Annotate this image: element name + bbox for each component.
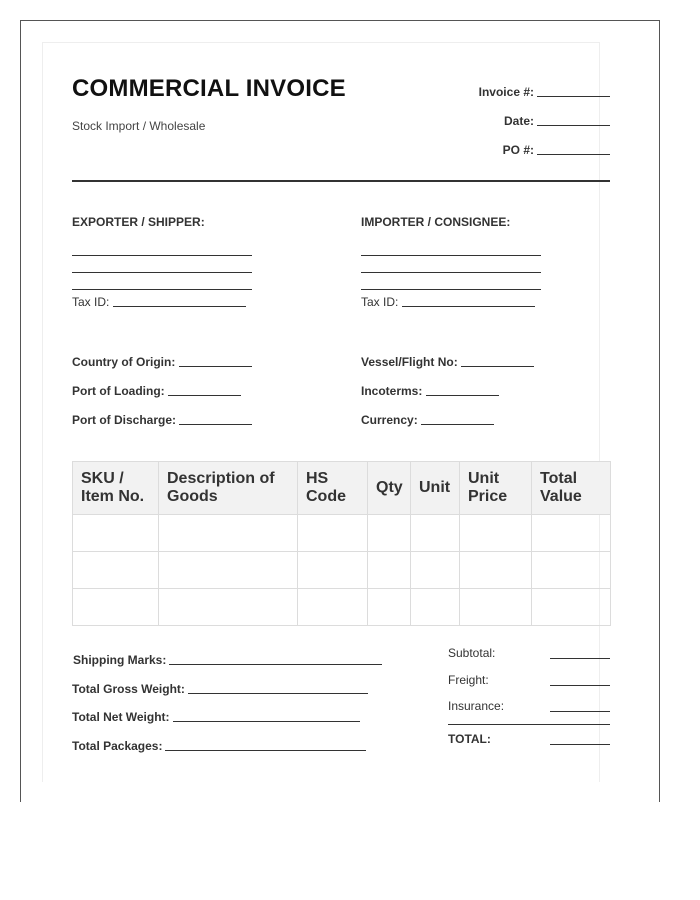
currency-field[interactable]	[421, 424, 494, 425]
exporter-line-2[interactable]	[72, 272, 252, 273]
exporter-line-3[interactable]	[72, 289, 252, 290]
port-of-loading-label: Port of Loading:	[72, 384, 165, 398]
gross-weight-label: Total Gross Weight:	[72, 682, 185, 696]
column-header-sku: SKU / Item No.	[73, 462, 159, 515]
vessel-flight-label: Vessel/Flight No:	[361, 355, 458, 369]
date-label: Date:	[503, 114, 534, 128]
table-row	[73, 552, 611, 589]
shipping-marks-field[interactable]	[169, 664, 382, 665]
country-of-origin-label: Country of Origin:	[72, 355, 176, 369]
shipping-marks-label: Shipping Marks:	[73, 653, 167, 667]
subtotal-field[interactable]	[550, 658, 610, 659]
total-packages-field[interactable]	[165, 750, 366, 751]
port-of-discharge-field[interactable]	[179, 424, 252, 425]
po-number-label: PO #:	[502, 143, 534, 157]
page-subtitle: Stock Import / Wholesale	[72, 119, 206, 133]
table-cell[interactable]	[460, 552, 532, 589]
freight-label: Freight:	[448, 673, 489, 687]
table-cell[interactable]	[73, 515, 159, 552]
exporter-heading: EXPORTER / SHIPPER:	[72, 215, 205, 229]
importer-line-3[interactable]	[361, 289, 541, 290]
table-cell[interactable]	[532, 515, 611, 552]
table-cell[interactable]	[460, 515, 532, 552]
incoterms-field[interactable]	[426, 395, 499, 396]
goods-table	[72, 461, 611, 626]
exporter-tax-id-label: Tax ID:	[72, 295, 110, 309]
exporter-line-1[interactable]	[72, 255, 252, 256]
port-of-loading-field[interactable]	[168, 395, 241, 396]
po-number-field[interactable]	[537, 154, 610, 155]
table-header-row	[73, 462, 611, 515]
total-label: TOTAL:	[448, 732, 491, 746]
importer-tax-id-label: Tax ID:	[361, 295, 399, 309]
subtotal-label: Subtotal:	[448, 646, 496, 660]
table-cell[interactable]	[73, 589, 159, 626]
column-header-description: Description of Goods	[159, 462, 298, 515]
vessel-flight-field[interactable]	[461, 366, 534, 367]
invoice-number-field[interactable]	[537, 96, 610, 97]
table-row	[73, 515, 611, 552]
insurance-field[interactable]	[550, 711, 610, 712]
country-of-origin-field[interactable]	[179, 366, 252, 367]
total-field[interactable]	[550, 744, 610, 745]
port-of-discharge-label: Port of Discharge:	[72, 413, 177, 427]
insurance-label: Insurance:	[448, 699, 505, 713]
date-field[interactable]	[537, 125, 610, 126]
table-cell[interactable]	[411, 552, 460, 589]
net-weight-field[interactable]	[173, 721, 360, 722]
header-divider	[72, 180, 610, 182]
column-header-qty: Qty	[368, 462, 411, 515]
table-cell[interactable]	[298, 552, 368, 589]
net-weight-label: Total Net Weight:	[72, 710, 170, 724]
page-title: COMMERCIAL INVOICE	[72, 75, 346, 102]
column-header-total-value: Total Value	[532, 462, 611, 515]
table-cell[interactable]	[159, 589, 298, 626]
importer-heading: IMPORTER / CONSIGNEE:	[361, 215, 511, 229]
table-cell[interactable]	[159, 552, 298, 589]
table-cell[interactable]	[532, 552, 611, 589]
table-cell[interactable]	[368, 515, 411, 552]
column-header-unit-price: Unit Price	[460, 462, 532, 515]
table-cell[interactable]	[411, 589, 460, 626]
freight-field[interactable]	[550, 685, 610, 686]
importer-line-2[interactable]	[361, 272, 541, 273]
importer-tax-id-field[interactable]	[402, 306, 535, 307]
currency-label: Currency:	[361, 413, 418, 427]
table-row	[73, 589, 611, 626]
column-header-unit: Unit	[411, 462, 460, 515]
table-cell[interactable]	[298, 515, 368, 552]
invoice-number-label: Invoice #:	[478, 85, 534, 99]
exporter-tax-id-field[interactable]	[113, 306, 246, 307]
table-cell[interactable]	[159, 515, 298, 552]
table-cell[interactable]	[73, 552, 159, 589]
gross-weight-field[interactable]	[188, 693, 368, 694]
totals-divider	[448, 724, 610, 725]
total-packages-label: Total Packages:	[72, 739, 163, 753]
table-cell[interactable]	[460, 589, 532, 626]
table-cell[interactable]	[411, 515, 460, 552]
column-header-hs-code: HS Code	[298, 462, 368, 515]
table-cell[interactable]	[532, 589, 611, 626]
importer-line-1[interactable]	[361, 255, 541, 256]
incoterms-label: Incoterms:	[361, 384, 423, 398]
table-cell[interactable]	[368, 589, 411, 626]
table-cell[interactable]	[298, 589, 368, 626]
table-cell[interactable]	[368, 552, 411, 589]
